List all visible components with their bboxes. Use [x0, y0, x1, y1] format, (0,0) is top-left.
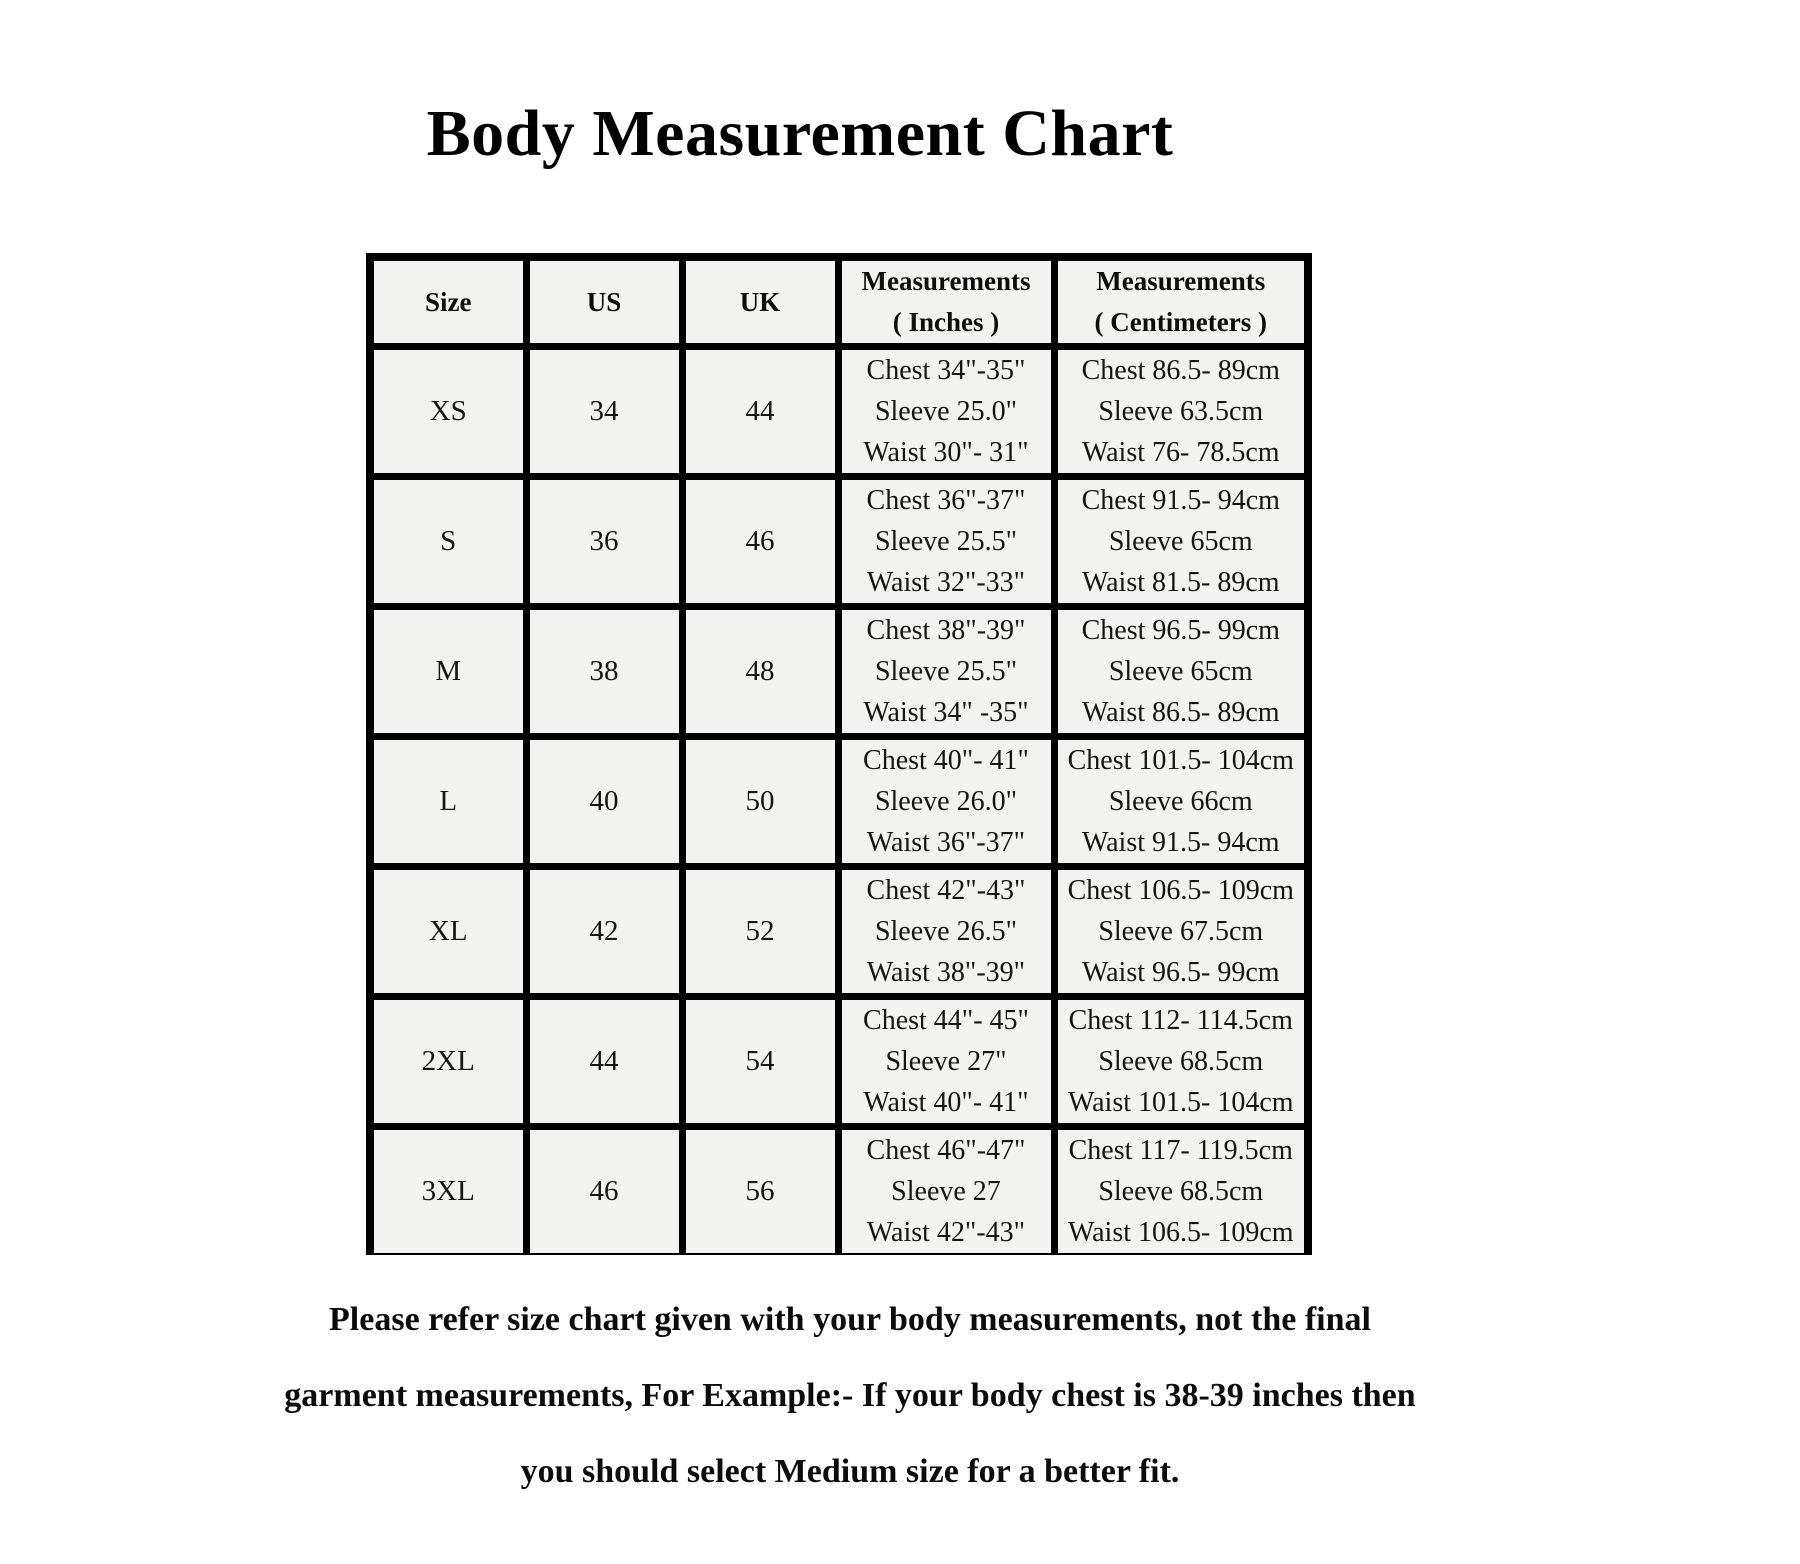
inches-cell — [838, 347, 1054, 477]
table-row — [370, 737, 1308, 867]
inches-cell — [838, 477, 1054, 607]
us-cell: 38 — [526, 607, 682, 737]
measurement-line: Chest 40"- 41" — [863, 745, 1029, 776]
measurement-line: Sleeve 25.5" — [874, 526, 1018, 557]
measurement-line: Waist 36"-37" — [866, 827, 1026, 858]
measurement-line: Sleeve 68.5cm — [1098, 1176, 1264, 1207]
measurement-line: Sleeve 65cm — [1108, 656, 1253, 687]
measurement-line: Sleeve 67.5cm — [1098, 916, 1264, 947]
note-line: you should select Medium size for a better fit. — [520, 1453, 1180, 1490]
measurement-line: Chest 34"-35" — [866, 355, 1026, 386]
uk-cell: 54 — [682, 997, 838, 1127]
us-cell: 40 — [526, 737, 682, 867]
measurement-line: Chest 46"-47" — [866, 1135, 1026, 1166]
us-cell: 34 — [526, 347, 682, 477]
table-row — [370, 997, 1308, 1127]
centimeters-cell — [1054, 347, 1308, 477]
header-measurements-inches — [838, 257, 1054, 347]
uk-cell: 44 — [682, 347, 838, 477]
size-chart-table-container — [366, 253, 1316, 1255]
table-row — [370, 867, 1308, 997]
centimeters-cell — [1054, 867, 1308, 997]
header-size: Size — [370, 257, 526, 347]
size-cell: S — [370, 477, 526, 607]
centimeters-cell — [1054, 607, 1308, 737]
header-line: ( Inches ) — [892, 307, 1000, 337]
uk-cell: 50 — [682, 737, 838, 867]
measurement-line: Waist 32"-33" — [866, 567, 1026, 598]
note-line: Please refer size chart given with your body measurements, not the final — [329, 1301, 1371, 1338]
measurement-line: Sleeve 27" — [885, 1046, 1007, 1077]
measurement-line: Waist 42"-43" — [866, 1217, 1026, 1248]
measurement-line: Chest 42"-43" — [866, 875, 1026, 906]
size-cell: 3XL — [370, 1127, 526, 1256]
inches-cell — [838, 607, 1054, 737]
centimeters-cell — [1054, 1127, 1308, 1256]
table-row — [370, 347, 1308, 477]
measurement-line: Sleeve 25.5" — [874, 656, 1018, 687]
measurement-line: Waist 86.5- 89cm — [1081, 697, 1280, 728]
header-uk: UK — [682, 257, 838, 347]
measurement-line: Chest 36"-37" — [866, 485, 1026, 516]
measurement-line: Waist 76- 78.5cm — [1081, 437, 1280, 468]
uk-cell: 48 — [682, 607, 838, 737]
table-row — [370, 1127, 1308, 1256]
inches-cell — [838, 867, 1054, 997]
size-cell: L — [370, 737, 526, 867]
measurement-line: Waist 40"- 41" — [863, 1087, 1029, 1118]
measurement-line: Sleeve 25.0" — [874, 396, 1018, 427]
note-line: garment measurements, For Example:- If your body chest is 38-39 inches then — [284, 1377, 1416, 1414]
measurement-line: Sleeve 27 — [891, 1176, 1001, 1207]
measurement-line: Chest 101.5- 104cm — [1067, 745, 1294, 776]
centimeters-cell — [1054, 477, 1308, 607]
header-us: US — [526, 257, 682, 347]
measurement-line: Waist 91.5- 94cm — [1081, 827, 1280, 858]
us-cell: 36 — [526, 477, 682, 607]
measurement-line: Waist 81.5- 89cm — [1081, 567, 1280, 598]
note — [0, 1282, 1700, 1510]
measurement-line: Chest 38"-39" — [866, 615, 1026, 646]
table-row — [370, 607, 1308, 737]
measurement-line: Chest 96.5- 99cm — [1081, 615, 1280, 646]
measurement-line: Sleeve 65cm — [1108, 526, 1253, 557]
uk-cell: 52 — [682, 867, 838, 997]
us-cell: 42 — [526, 867, 682, 997]
size-cell: XL — [370, 867, 526, 997]
header-line: ( Centimeters ) — [1094, 307, 1267, 337]
size-cell: XS — [370, 347, 526, 477]
measurement-line: Chest 91.5- 94cm — [1081, 485, 1280, 516]
size-chart-table — [366, 253, 1312, 1255]
measurement-line: Chest 117- 119.5cm — [1068, 1135, 1293, 1166]
measurement-line: Waist 106.5- 109cm — [1067, 1217, 1294, 1248]
inches-cell — [838, 737, 1054, 867]
measurement-line: Chest 44"- 45" — [863, 1005, 1029, 1036]
measurement-line: Chest 86.5- 89cm — [1081, 355, 1280, 386]
inches-cell — [838, 997, 1054, 1127]
measurement-line: Waist 96.5- 99cm — [1081, 957, 1280, 988]
size-cell: M — [370, 607, 526, 737]
us-cell: 44 — [526, 997, 682, 1127]
measurement-line: Sleeve 68.5cm — [1098, 1046, 1264, 1077]
measurement-line: Sleeve 63.5cm — [1098, 396, 1264, 427]
uk-cell: 46 — [682, 477, 838, 607]
header-line: Measurements — [861, 266, 1031, 296]
table-row — [370, 477, 1308, 607]
measurement-line: Sleeve 26.0" — [874, 786, 1018, 817]
measurement-line: Waist 101.5- 104cm — [1067, 1087, 1294, 1118]
measurement-line: Sleeve 26.5" — [874, 916, 1018, 947]
uk-cell: 56 — [682, 1127, 838, 1256]
header-row — [370, 257, 1308, 347]
measurement-line: Sleeve 66cm — [1108, 786, 1253, 817]
centimeters-cell — [1054, 997, 1308, 1127]
us-cell: 46 — [526, 1127, 682, 1256]
inches-cell — [838, 1127, 1054, 1256]
size-cell: 2XL — [370, 997, 526, 1127]
measurement-line: Waist 34" -35" — [863, 697, 1029, 728]
header-line: Measurements — [1096, 266, 1266, 296]
measurement-line: Waist 38"-39" — [866, 957, 1026, 988]
measurement-line: Waist 30"- 31" — [863, 437, 1029, 468]
centimeters-cell — [1054, 737, 1308, 867]
measurement-line: Chest 112- 114.5cm — [1068, 1005, 1293, 1036]
header-measurements-centimeters — [1054, 257, 1308, 347]
measurement-line: Chest 106.5- 109cm — [1067, 875, 1294, 906]
page-title: Body Measurement Chart — [426, 97, 1174, 170]
